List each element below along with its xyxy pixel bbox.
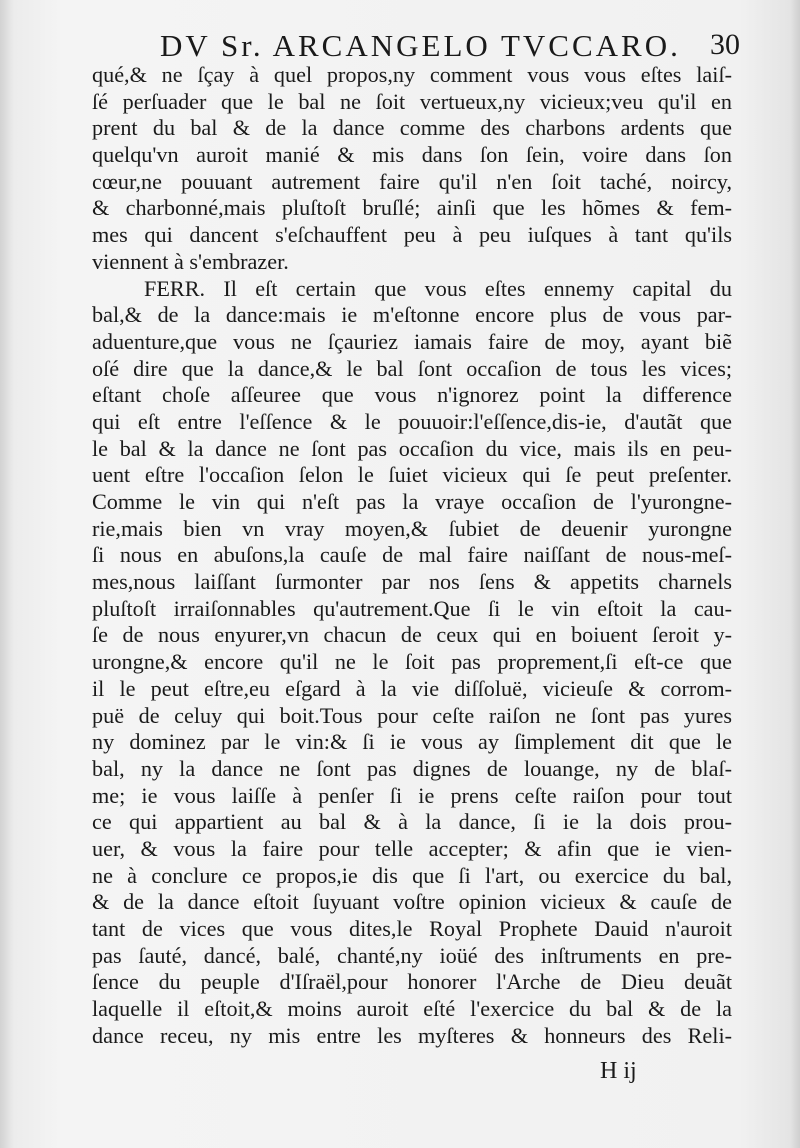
text-line: pas ſauté, dancé, balé, chanté,ny ioüé des inſtruments en pre- — [92, 942, 732, 968]
running-title: DV Sr. ARCANGELO TVCCARO. — [160, 28, 681, 63]
text-line: qué,& ne ſçay à quel propos,ny comment vous vous eſtes laiſ- — [92, 62, 732, 87]
text-line: uent eſtre l'occaſion ſelon le ſuiet vicieux qui ſe peut preſenter. — [92, 462, 732, 488]
text-line: le bal & la dance ne ſont pas occaſion du vice, mais ils en peu- — [92, 435, 732, 461]
text-line: il le peut eſtre,eu eſgard à la vie diſſoluë, vicieuſe & corrom- — [92, 675, 732, 701]
text-line: & charbonné,mais pluſtoſt bruſlé; ainſi que les hõmes & fem- — [92, 195, 732, 221]
text-line: mes,nous laiſſant ſurmonter par nos ſens & appetits charnels — [92, 569, 732, 595]
text-line: uer, & vous la faire pour telle accepter; & afin que ie vien- — [92, 835, 732, 861]
text-line: pluſtoſt irraiſonnables qu'autrement.Que ſi le vin eſtoit la cau- — [92, 595, 732, 621]
text-line: ſence du peuple d'Iſraël,pour honorer l'Arche de Dieu deuãt — [92, 969, 732, 995]
text-line: cœur,ne pouuant autrement faire qu'il n'en ſoit taché, noircy, — [92, 168, 732, 194]
text-line: puë de celuy qui boit.Tous pour ceſte raiſon ne ſont pas yures — [92, 702, 732, 728]
text-line: laquelle il eſtoit,& moins auroit eſté l'exercice du bal & de la — [92, 996, 732, 1022]
text-line: ſé perſuader que le bal ne ſoit vertueux,ny vicieux;veu qu'il en — [92, 88, 732, 114]
text-line: rie,mais bien vn vray moyen,& ſubiet de deuenir yurongne — [92, 515, 732, 541]
body-text — [92, 62, 732, 1049]
text-line: quelqu'vn auroit manié & mis dans ſon ſein, voire dans ſon — [92, 142, 732, 168]
text-line: eſtant choſe aſſeuree que vous n'ignorez point la difference — [92, 382, 732, 408]
text-line: urongne,& encore qu'il ne le ſoit pas proprement,ſi eſt-ce que — [92, 649, 732, 675]
text-line: ſi nous en abuſons,la cauſe de mal faire naiſſant de nous-meſ- — [92, 542, 732, 568]
speaker-line: FERR. Il eſt certain que vous eſtes ennemy capital du — [144, 275, 732, 301]
text-line: oſé dire que la dance,& le bal ſont occaſion de tous les vices; — [92, 355, 732, 381]
text-line: aduenture,que vous ne ſçauriez iamais faire de moy, ayant biẽ — [92, 328, 732, 354]
text-line: ny dominez par le vin:& ſi ie vous ay ſimplement dit que le — [92, 729, 732, 755]
text-line: & de la dance eſtoit ſuyuant voſtre opinion vicieux & cauſe de — [92, 889, 732, 915]
text-line: prent du bal & de la dance comme des charbons ardents que — [92, 115, 732, 141]
text-line: ne à conclure ce propos,ie dis que ſi l'art, ou exercice du bal, — [92, 862, 732, 888]
text-line: bal, ny la dance ne ſont pas dignes de louange, ny de blaſ- — [92, 755, 732, 781]
text-line: qui eſt entre l'eſſence & le pouuoir:l'eſſence,dis-ie, d'autãt que — [92, 408, 732, 434]
text-line: me; ie vous laiſſe à penſer ſi ie prens ceſte raiſon pour tout — [92, 782, 732, 808]
page-number: 30 — [710, 28, 740, 61]
text-line: tant de vices que vous dites,le Royal Prophete Dauid n'auroit — [92, 916, 732, 941]
text-line: Comme le vin qui n'eſt pas la vraye occaſion de l'yurongne- — [92, 489, 732, 514]
signature-mark: H ij — [600, 1058, 637, 1084]
text-line: mes qui dancent s'eſchauffent peu à peu iuſques à tant qu'ils — [92, 222, 732, 248]
text-line: ſe de nous enyurer,vn chacun de ceux qui en boiuent ſeroit y- — [92, 622, 732, 648]
text-line: viennent à s'embrazer. — [92, 248, 289, 274]
text-line: dance receu, ny mis entre les myſteres & honneurs des Reli- — [92, 1022, 732, 1048]
text-line: ce qui appartient au bal & à la dance, ſi ie la dois prou- — [92, 809, 732, 835]
text-line: bal,& de la dance:mais ie m'eſtonne encore plus de vous par- — [92, 302, 732, 328]
